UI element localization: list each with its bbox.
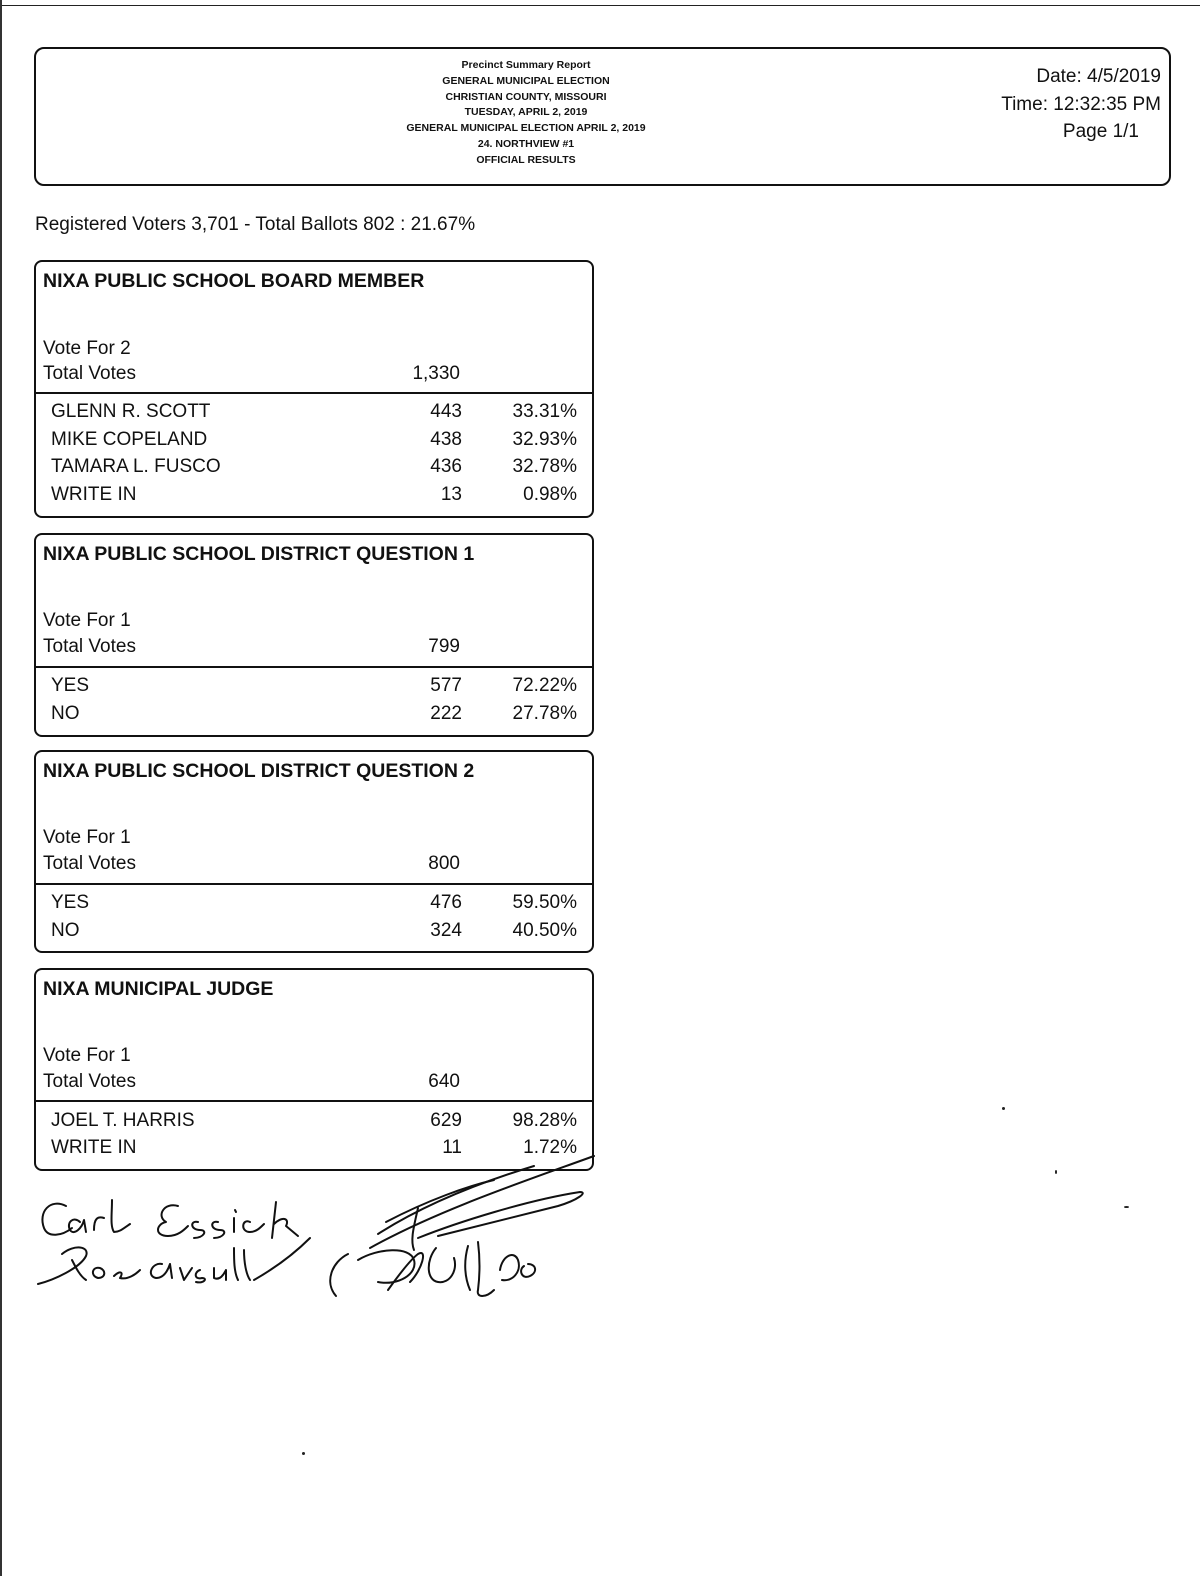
choice-name: NO: [51, 920, 80, 941]
choice-votes: 13: [440, 484, 462, 505]
choice-name: WRITE IN: [51, 1137, 137, 1158]
divider: [36, 666, 592, 668]
result-row: [36, 920, 592, 948]
scan-speck: [1124, 1206, 1129, 1208]
choice-name: NO: [51, 703, 80, 724]
choice-name: TAMARA L. FUSCO: [51, 456, 221, 477]
choice-name: JOEL T. HARRIS: [51, 1110, 195, 1131]
report-time: Time: 12:32:35 PM: [1001, 93, 1161, 115]
contest-question-2: [34, 750, 594, 953]
divider: [36, 883, 592, 885]
precinct-name: 24. NORTHVIEW #1: [477, 137, 575, 150]
signature-right: [318, 1150, 608, 1310]
election-full-name: GENERAL MUNICIPAL ELECTION APRIL 2, 2019: [406, 122, 646, 135]
result-row: [36, 675, 592, 703]
choice-percent: 98.28%: [512, 1110, 577, 1131]
scan-edge: [0, 0, 1200, 6]
scan-speck: [1055, 1170, 1057, 1174]
contest-municipal-judge: [34, 968, 594, 1171]
report-header: [34, 47, 1171, 186]
choice-percent: 72.22%: [512, 675, 577, 696]
total-votes-label: Total Votes: [43, 636, 136, 657]
choice-percent: 32.93%: [512, 429, 577, 450]
choice-percent: 33.31%: [512, 401, 577, 422]
contest-title: NIXA PUBLIC SCHOOL DISTRICT QUESTION 1: [43, 543, 475, 565]
choice-name: MIKE COPELAND: [51, 429, 208, 450]
choice-votes: 324: [430, 920, 462, 941]
choice-votes: 577: [430, 675, 462, 696]
choice-percent: 0.98%: [523, 484, 577, 505]
contest-school-board: [34, 260, 594, 518]
results-status: OFFICIAL RESULTS: [476, 153, 576, 166]
vote-for: Vote For 1: [43, 610, 131, 631]
result-row: [36, 1110, 592, 1138]
contest-title: NIXA PUBLIC SCHOOL DISTRICT QUESTION 2: [43, 760, 475, 782]
result-row: [36, 484, 592, 512]
vote-for: Vote For 1: [43, 827, 131, 848]
report-type: Precinct Summary Report: [461, 59, 591, 71]
result-row: [36, 703, 592, 731]
choice-name: GLENN R. SCOTT: [51, 401, 211, 422]
report-title-block: [336, 58, 716, 169]
result-row: [36, 456, 592, 484]
total-votes-value: 640: [428, 1071, 460, 1092]
election-date: TUESDAY, APRIL 2, 2019: [464, 106, 588, 119]
result-row: [36, 892, 592, 920]
divider: [36, 1100, 592, 1102]
scan-speck: [302, 1452, 305, 1455]
result-row: [36, 429, 592, 457]
choice-votes: 443: [430, 401, 462, 422]
choice-percent: 27.78%: [512, 703, 577, 724]
choice-percent: 59.50%: [512, 892, 577, 913]
report-meta: [1001, 63, 1161, 146]
choice-percent: 1.72%: [523, 1137, 577, 1158]
choice-percent: 40.50%: [512, 920, 577, 941]
choice-votes: 11: [442, 1137, 462, 1158]
choice-name: YES: [51, 892, 90, 913]
vote-for: Vote For 1: [43, 1045, 131, 1066]
choice-name: WRITE IN: [51, 484, 137, 505]
vote-for: Vote For 2: [43, 338, 131, 359]
total-votes-value: 800: [428, 853, 460, 874]
total-votes-label: Total Votes: [43, 1071, 136, 1092]
choice-votes: 476: [430, 892, 462, 913]
result-row: [36, 401, 592, 429]
total-votes-value: 1,330: [412, 363, 460, 384]
divider: [36, 392, 592, 394]
turnout-summary: Registered Voters 3,701 - Total Ballots 802 : 21.67%: [35, 214, 476, 235]
choice-percent: 32.78%: [512, 456, 577, 477]
contest-title: NIXA MUNICIPAL JUDGE: [43, 978, 274, 1000]
choice-votes: 222: [430, 703, 462, 724]
scan-edge-left: [0, 0, 2, 1576]
total-votes-label: Total Votes: [43, 853, 136, 874]
report-date: Date: 4/5/2019: [1036, 66, 1161, 87]
choice-votes: 629: [430, 1110, 462, 1131]
page-number: Page 1/1: [1062, 121, 1139, 142]
total-votes-label: Total Votes: [43, 363, 136, 384]
county-name: CHRISTIAN COUNTY, MISSOURI: [445, 90, 607, 103]
total-votes-value: 799: [428, 636, 460, 657]
scan-speck: [1002, 1107, 1005, 1110]
choice-name: YES: [51, 675, 90, 696]
contest-title: NIXA PUBLIC SCHOOL BOARD MEMBER: [43, 270, 425, 292]
choice-votes: 438: [430, 429, 462, 450]
contest-question-1: [34, 533, 594, 737]
choice-votes: 436: [430, 456, 462, 477]
signature-left: [28, 1188, 318, 1298]
election-name: GENERAL MUNICIPAL ELECTION: [442, 74, 610, 87]
